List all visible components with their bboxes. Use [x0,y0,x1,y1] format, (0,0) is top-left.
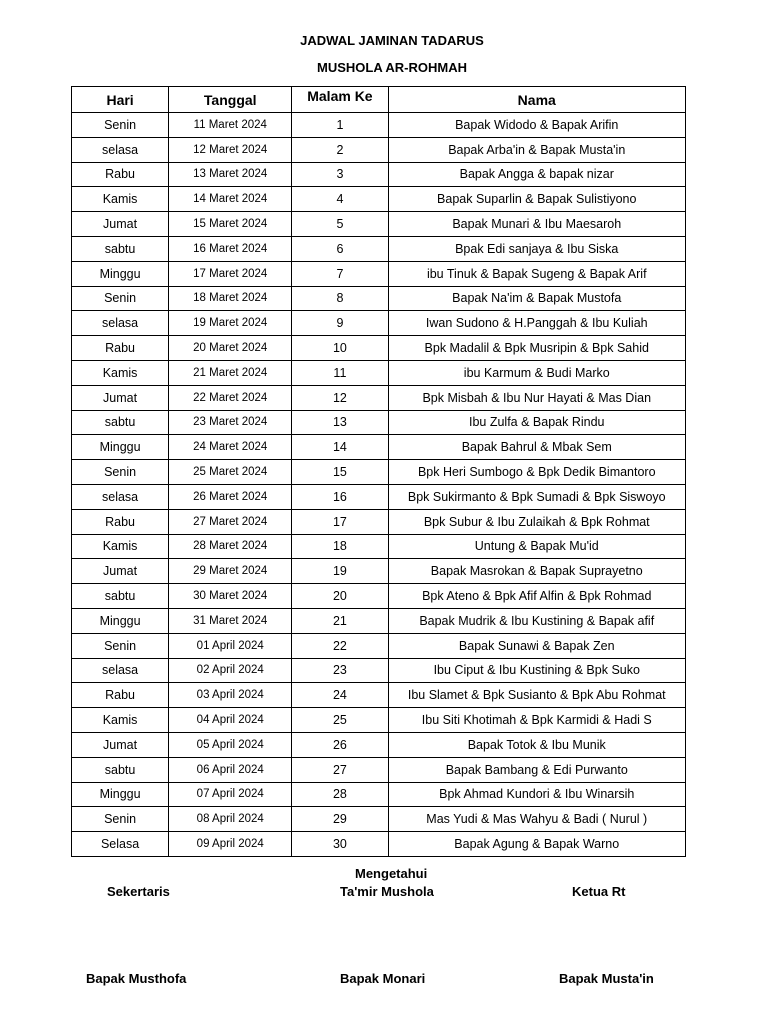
table-row [72,187,686,212]
cell-tanggal: 29 Maret 2024 [169,559,292,584]
cell-tanggal: 06 April 2024 [169,757,292,782]
cell-tanggal: 04 April 2024 [169,708,292,733]
cell-malam-ke: 23 [292,658,388,683]
table-row [72,385,686,410]
cell-malam-ke: 15 [292,460,388,485]
cell-hari: Jumat [72,212,169,237]
column-header-hari: Hari [72,87,169,113]
cell-nama: Bapak Na'im & Bapak Mustofa [388,286,686,311]
cell-malam-ke: 16 [292,484,388,509]
table-row [72,534,686,559]
cell-tanggal: 08 April 2024 [169,807,292,832]
cell-hari: Minggu [72,608,169,633]
ketua-rt-name: Bapak Musta'in [559,971,654,986]
table-row [72,162,686,187]
cell-malam-ke: 7 [292,261,388,286]
cell-malam-ke: 28 [292,782,388,807]
cell-nama: Bapak Agung & Bapak Warno [388,832,686,857]
cell-malam-ke: 12 [292,385,388,410]
cell-tanggal: 21 Maret 2024 [169,360,292,385]
cell-tanggal: 20 Maret 2024 [169,336,292,361]
cell-tanggal: 31 Maret 2024 [169,608,292,633]
table-body [72,113,686,857]
cell-tanggal: 02 April 2024 [169,658,292,683]
cell-hari: Selasa [72,832,169,857]
secretary-name: Bapak Musthofa [86,971,187,986]
table-row [72,832,686,857]
table-row [72,584,686,609]
cell-hari: Senin [72,460,169,485]
cell-nama: Bpk Ahmad Kundori & Ibu Winarsih [388,782,686,807]
cell-tanggal: 28 Maret 2024 [169,534,292,559]
cell-malam-ke: 19 [292,559,388,584]
cell-hari: Senin [72,633,169,658]
cell-malam-ke: 24 [292,683,388,708]
cell-malam-ke: 6 [292,236,388,261]
tamir-name: Bapak Monari [340,971,426,986]
cell-nama: Bpk Ateno & Bpk Afif Alfin & Bpk Rohmad [388,584,686,609]
cell-nama: Bapak Angga & bapak nizar [388,162,686,187]
cell-hari: Rabu [72,683,169,708]
cell-tanggal: 09 April 2024 [169,832,292,857]
cell-nama: Ibu Ciput & Ibu Kustining & Bpk Suko [388,658,686,683]
tamir-role: Ta'mir Mushola [340,884,434,899]
cell-nama: Bpak Edi sanjaya & Ibu Siska [388,236,686,261]
cell-malam-ke: 4 [292,187,388,212]
table-row [72,559,686,584]
cell-hari: selasa [72,658,169,683]
cell-malam-ke: 27 [292,757,388,782]
cell-hari: Rabu [72,509,169,534]
cell-malam-ke: 1 [292,113,388,138]
table-row [72,286,686,311]
cell-malam-ke: 14 [292,435,388,460]
table-row [72,311,686,336]
table-row [72,460,686,485]
table-header-row [72,87,686,113]
cell-tanggal: 25 Maret 2024 [169,460,292,485]
cell-nama: Untung & Bapak Mu'id [388,534,686,559]
cell-nama: Ibu Slamet & Bpk Susianto & Bpk Abu Rohmat [388,683,686,708]
cell-tanggal: 17 Maret 2024 [169,261,292,286]
cell-malam-ke: 30 [292,832,388,857]
cell-malam-ke: 9 [292,311,388,336]
cell-hari: Jumat [72,732,169,757]
cell-nama: Iwan Sudono & H.Panggah & Ibu Kuliah [388,311,686,336]
cell-hari: Rabu [72,162,169,187]
cell-tanggal: 16 Maret 2024 [169,236,292,261]
table-row [72,261,686,286]
cell-malam-ke: 25 [292,708,388,733]
cell-tanggal: 14 Maret 2024 [169,187,292,212]
table-row [72,782,686,807]
table-row [72,212,686,237]
table-row [72,113,686,138]
table-row [72,137,686,162]
cell-hari: selasa [72,484,169,509]
cell-hari: Jumat [72,559,169,584]
cell-hari: Minggu [72,435,169,460]
cell-hari: selasa [72,311,169,336]
cell-hari: Minggu [72,261,169,286]
cell-nama: Bapak Totok & Ibu Munik [388,732,686,757]
cell-nama: Bpk Misbah & Ibu Nur Hayati & Mas Dian [388,385,686,410]
cell-malam-ke: 17 [292,509,388,534]
cell-tanggal: 26 Maret 2024 [169,484,292,509]
cell-tanggal: 07 April 2024 [169,782,292,807]
cell-tanggal: 01 April 2024 [169,633,292,658]
cell-malam-ke: 29 [292,807,388,832]
cell-nama: Mas Yudi & Mas Wahyu & Badi ( Nurul ) [388,807,686,832]
cell-nama: Ibu Siti Khotimah & Bpk Karmidi & Hadi S [388,708,686,733]
cell-tanggal: 19 Maret 2024 [169,311,292,336]
cell-malam-ke: 26 [292,732,388,757]
cell-tanggal: 18 Maret 2024 [169,286,292,311]
table-row [72,633,686,658]
table-row [72,360,686,385]
cell-hari: Kamis [72,708,169,733]
table-row [72,336,686,361]
cell-hari: selasa [72,137,169,162]
cell-nama: Bapak Bahrul & Mbak Sem [388,435,686,460]
column-header-nama: Nama [388,87,686,113]
cell-tanggal: 23 Maret 2024 [169,410,292,435]
table-row [72,708,686,733]
cell-nama: Bapak Arba'in & Bapak Musta'in [388,137,686,162]
table-row [72,732,686,757]
cell-hari: Kamis [72,360,169,385]
cell-nama: Bpk Sukirmanto & Bpk Sumadi & Bpk Siswoyo [388,484,686,509]
cell-malam-ke: 10 [292,336,388,361]
cell-hari: Kamis [72,534,169,559]
cell-nama: ibu Karmum & Budi Marko [388,360,686,385]
cell-tanggal: 12 Maret 2024 [169,137,292,162]
cell-nama: Bapak Suparlin & Bapak Sulistiyono [388,187,686,212]
table-row [72,236,686,261]
table-row [72,683,686,708]
cell-nama: Bapak Masrokan & Bapak Suprayetno [388,559,686,584]
cell-tanggal: 05 April 2024 [169,732,292,757]
cell-tanggal: 24 Maret 2024 [169,435,292,460]
cell-malam-ke: 21 [292,608,388,633]
cell-malam-ke: 22 [292,633,388,658]
cell-hari: Senin [72,807,169,832]
table-row [72,509,686,534]
table-row [72,410,686,435]
cell-nama: ibu Tinuk & Bapak Sugeng & Bapak Arif [388,261,686,286]
table-row [72,807,686,832]
cell-malam-ke: 8 [292,286,388,311]
cell-malam-ke: 13 [292,410,388,435]
cell-tanggal: 03 April 2024 [169,683,292,708]
cell-nama: Bapak Munari & Ibu Maesaroh [388,212,686,237]
cell-malam-ke: 18 [292,534,388,559]
cell-nama: Bapak Mudrik & Ibu Kustining & Bapak afif [388,608,686,633]
cell-hari: Rabu [72,336,169,361]
column-header-tanggal: Tanggal [169,87,292,113]
cell-tanggal: 22 Maret 2024 [169,385,292,410]
cell-hari: sabtu [72,410,169,435]
cell-malam-ke: 5 [292,212,388,237]
schedule-table [71,86,686,857]
ketua-rt-role: Ketua Rt [572,884,626,899]
cell-tanggal: 27 Maret 2024 [169,509,292,534]
cell-tanggal: 11 Maret 2024 [169,113,292,138]
table-row [72,658,686,683]
secretary-role: Sekertaris [107,884,170,899]
cell-nama: Bpk Subur & Ibu Zulaikah & Bpk Rohmat [388,509,686,534]
table-row [72,435,686,460]
cell-hari: Minggu [72,782,169,807]
table-row [72,757,686,782]
acknowledgement-label: Mengetahui [355,866,428,881]
cell-malam-ke: 3 [292,162,388,187]
table-row [72,608,686,633]
cell-nama: Bpk Heri Sumbogo & Bpk Dedik Bimantoro [388,460,686,485]
cell-nama: Bapak Sunawi & Bapak Zen [388,633,686,658]
cell-tanggal: 13 Maret 2024 [169,162,292,187]
column-header-malam-ke: Malam Ke [292,87,388,113]
cell-tanggal: 30 Maret 2024 [169,584,292,609]
cell-malam-ke: 11 [292,360,388,385]
cell-hari: Jumat [72,385,169,410]
cell-hari: sabtu [72,236,169,261]
document-title: JADWAL JAMINAN TADARUS [300,33,484,48]
cell-hari: sabtu [72,584,169,609]
cell-nama: Bapak Bambang & Edi Purwanto [388,757,686,782]
cell-nama: Bapak Widodo & Bapak Arifin [388,113,686,138]
cell-hari: sabtu [72,757,169,782]
cell-malam-ke: 2 [292,137,388,162]
cell-hari: Kamis [72,187,169,212]
cell-nama: Ibu Zulfa & Bapak Rindu [388,410,686,435]
cell-hari: Senin [72,113,169,138]
document-subtitle: MUSHOLA AR-ROHMAH [317,60,467,75]
cell-tanggal: 15 Maret 2024 [169,212,292,237]
cell-hari: Senin [72,286,169,311]
cell-malam-ke: 20 [292,584,388,609]
table-row [72,484,686,509]
cell-nama: Bpk Madalil & Bpk Musripin & Bpk Sahid [388,336,686,361]
